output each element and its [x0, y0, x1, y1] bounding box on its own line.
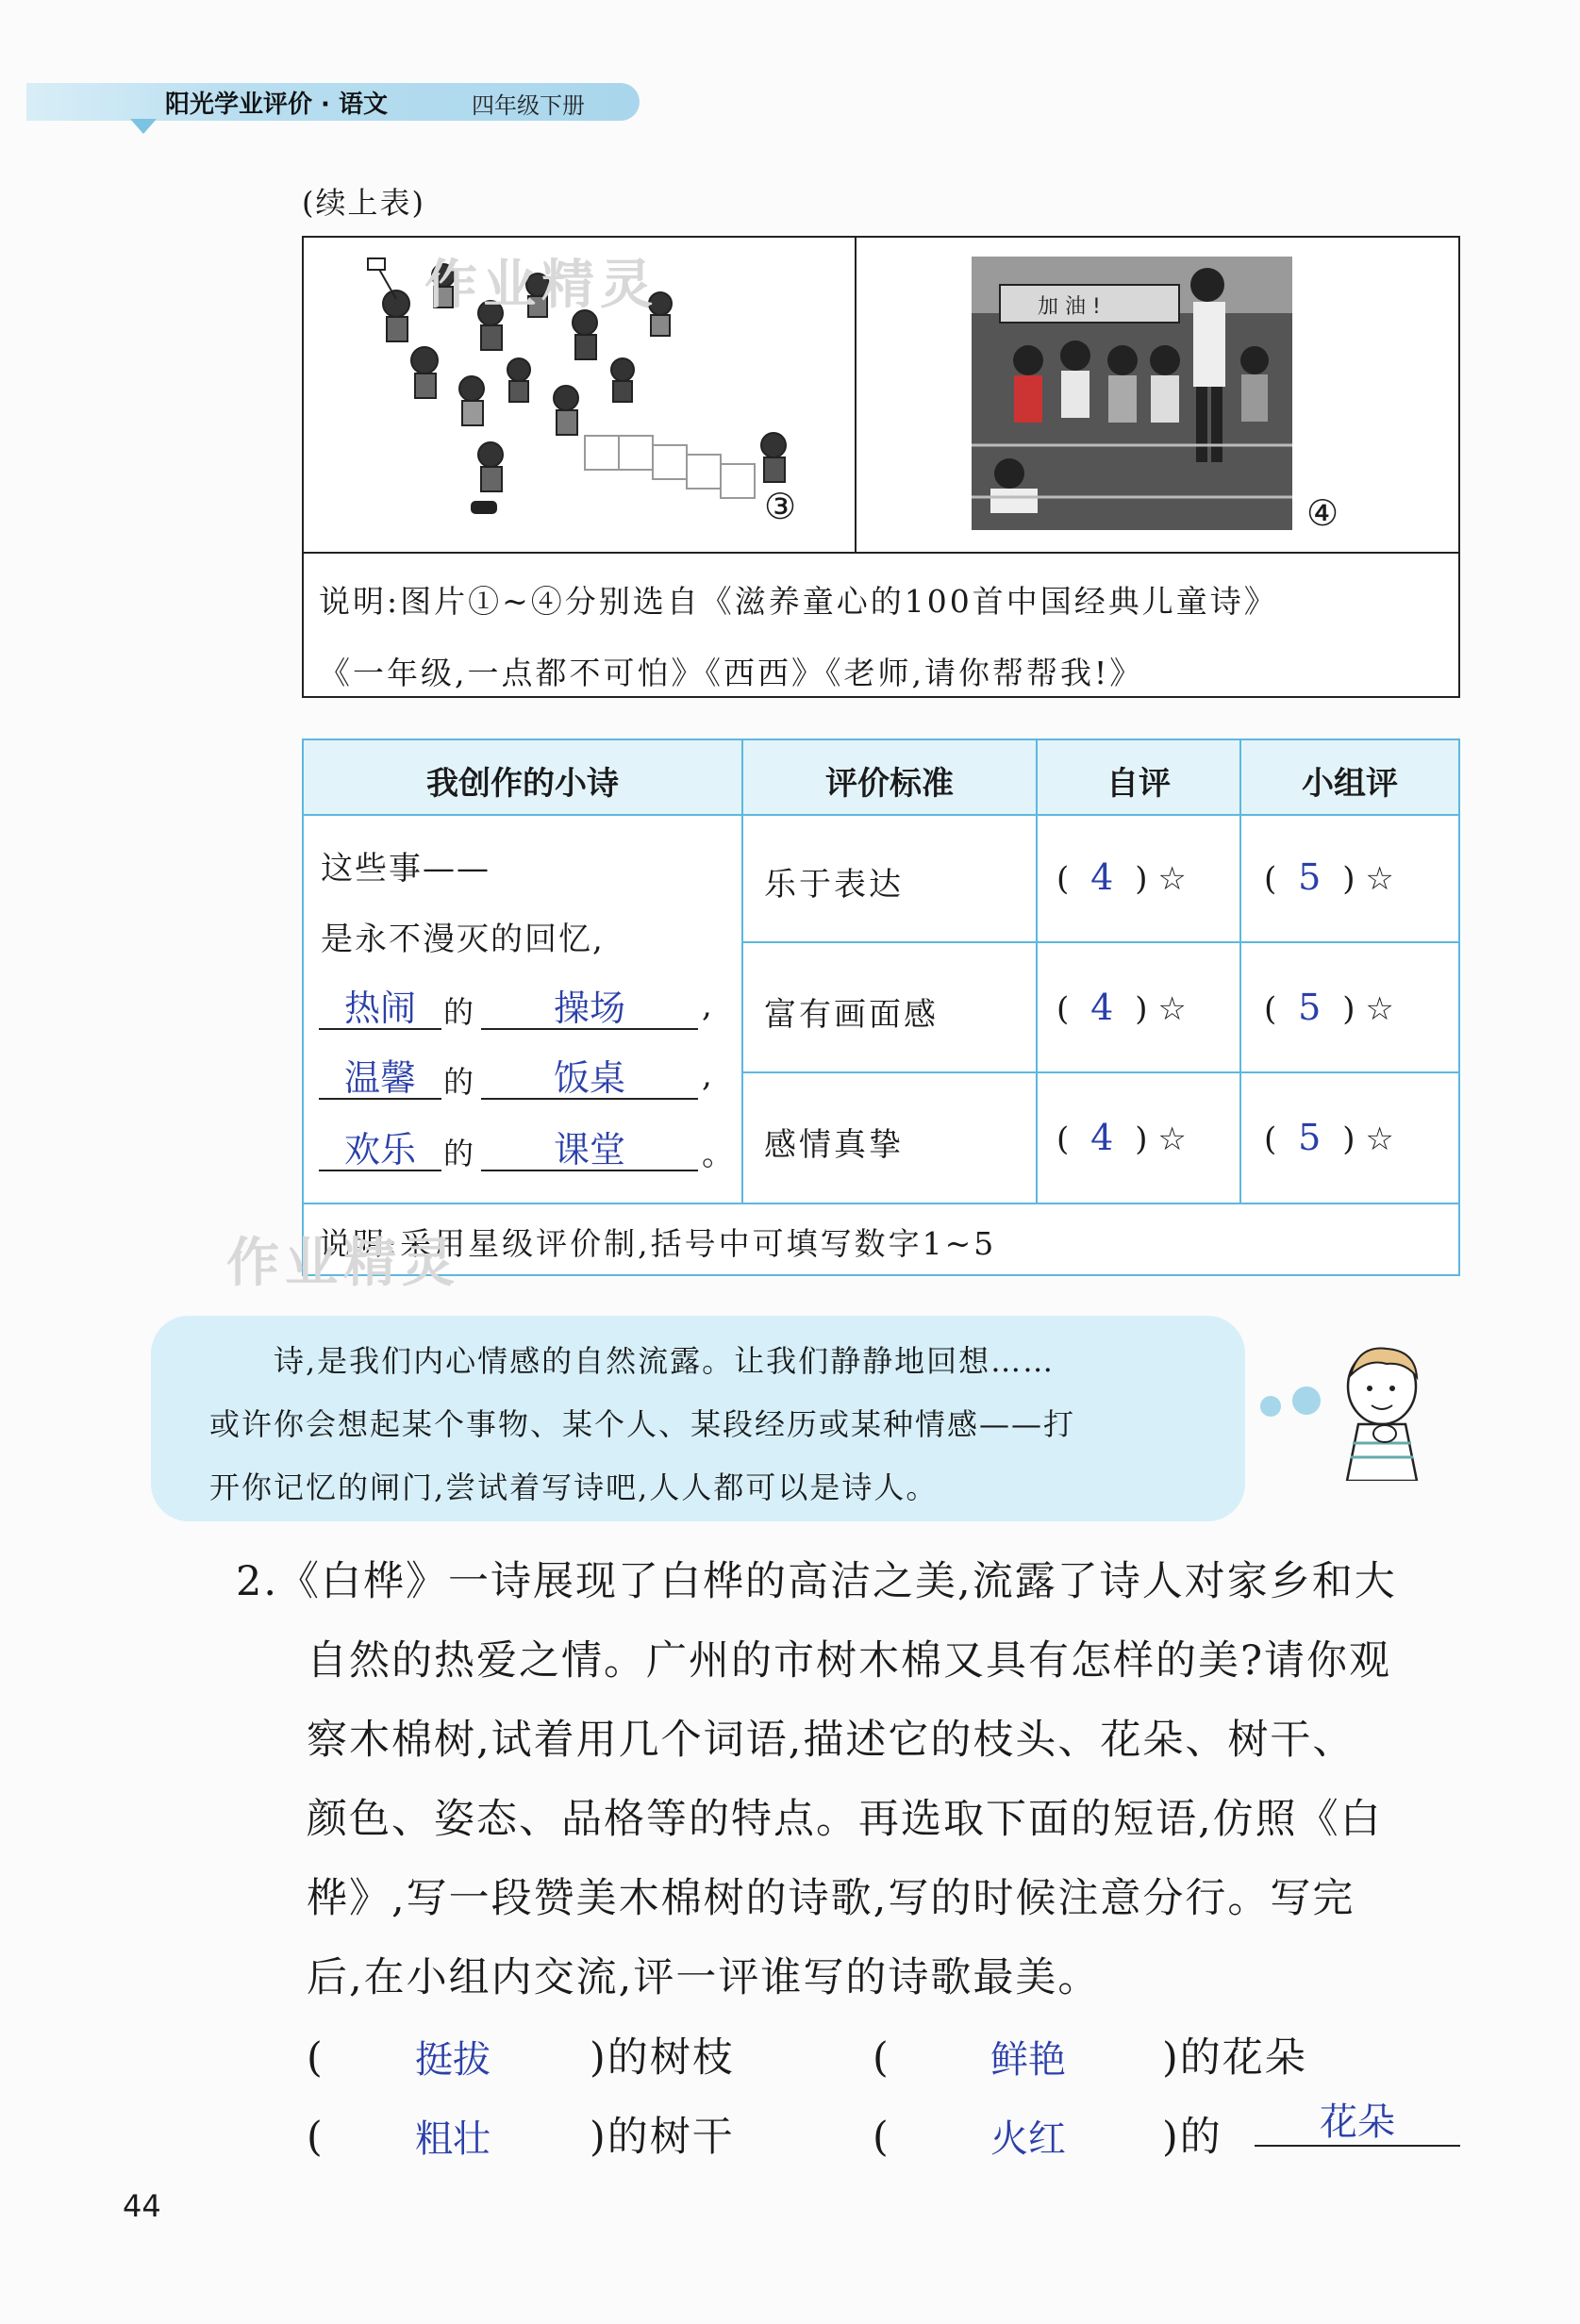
book-title: 阳光学业评价 · 语文 — [165, 91, 388, 119]
page-number: 44 — [123, 2188, 161, 2224]
criterion-label: 富有画面感 — [764, 996, 939, 1034]
header-criteria: 评价标准 — [825, 765, 954, 803]
phrase-open-paren: ( — [873, 2034, 890, 2082]
poem-noun-blank: 课堂 — [481, 1120, 698, 1171]
note-line: 说明:图片①~④分别选自《滋养童心的100首中国经典儿童诗》 — [319, 583, 1278, 620]
poem-adjective-blank: 温馨 — [319, 1049, 441, 1100]
criterion-label: 感情真挚 — [764, 1126, 904, 1164]
bubble-dot — [1260, 1396, 1281, 1417]
bubble-line-3: 开你记忆的闸门,尝试着写诗吧,人人都可以是诗人。 — [209, 1469, 939, 1505]
poem-noun-blank: 饭桌 — [481, 1049, 698, 1100]
question-2-line: 察木棉树,试着用几个词语,描述它的枝头、花朵、树干、 — [307, 1717, 1355, 1764]
poem-de: 的 — [443, 994, 474, 1030]
question-2-line: 自然的热爱之情。广州的市树木棉又具有怎样的美?请你观 — [307, 1637, 1392, 1685]
divider — [741, 1071, 1460, 1073]
poem-de: 的 — [443, 1064, 474, 1100]
picture-number-4: ④ — [1306, 492, 1339, 534]
phrase-open-paren: ( — [873, 2114, 890, 2161]
banner-cheer-text: 加 油 ! — [1038, 295, 1101, 319]
illustration-note — [319, 566, 1451, 709]
group-score: ( 5 ) ☆ — [1264, 1117, 1394, 1158]
header-poem: 我创作的小诗 — [426, 765, 619, 803]
divider — [1036, 739, 1038, 1203]
watermark: 作业精灵 — [424, 255, 658, 316]
phrase-open-paren: ( — [307, 2034, 324, 2082]
question-2-line: 后,在小组内交流,评一评谁写的诗歌最美。 — [307, 1954, 1101, 2001]
group-score: ( 5 ) ☆ — [1264, 987, 1394, 1028]
group-score: ( 5 ) ☆ — [1264, 856, 1394, 898]
note-line: 《一年级,一点都不可怕》《西西》《老师,请你帮帮我!》 — [319, 655, 1144, 691]
phrase-suffix: )的 — [1162, 2114, 1222, 2161]
question-2-line: 颜色、姿态、品格等的特点。再选取下面的短语,仿照《白 — [307, 1796, 1383, 1843]
poem-line-2: 是永不漫灭的回忆, — [321, 921, 605, 958]
divider — [1239, 739, 1241, 1203]
self-score: ( 4 ) ☆ — [1056, 1117, 1187, 1158]
phrase-answer-blank: 花朵 — [1255, 2092, 1460, 2147]
watermark: 作业精灵 — [226, 1233, 460, 1294]
poem-de: 的 — [443, 1136, 474, 1171]
table-note: 说明:采用星级评价制,括号中可填写数字1~5 — [319, 1225, 997, 1262]
divider — [302, 814, 1460, 816]
poem-noun-blank: 操场 — [481, 979, 698, 1030]
grade-label: 四年级下册 — [472, 92, 585, 119]
bubble-line-1: 诗,是我们内心情感的自然流露。让我们静静地回想…… — [274, 1343, 1056, 1379]
divider — [302, 552, 1460, 554]
running-race-illustration — [972, 257, 1292, 530]
divider — [741, 739, 743, 1203]
poem-line-1: 这些事—— — [321, 850, 491, 888]
bubble-line-2: 或许你会想起某个事物、某个人、某段经历或某种情感——打 — [209, 1406, 1076, 1442]
poem-adjective-blank: 欢乐 — [319, 1120, 441, 1171]
bubble-dot — [1292, 1386, 1321, 1415]
self-score: ( 4 ) ☆ — [1056, 856, 1187, 898]
divider — [741, 941, 1460, 943]
phrase-suffix: )的花朵 — [1162, 2034, 1307, 2082]
divider — [855, 236, 857, 552]
phrase-open-paren: ( — [307, 2114, 324, 2161]
poem-punct: , — [702, 1056, 712, 1094]
poem-punct: , — [702, 987, 712, 1024]
divider — [302, 1203, 1460, 1204]
header-self-eval: 自评 — [1106, 765, 1171, 803]
picture-number-3: ③ — [764, 486, 797, 527]
phrase-answer: 挺拔 — [415, 2038, 491, 2082]
criterion-label: 乐于表达 — [764, 866, 904, 904]
phrase-answer: 鲜艳 — [990, 2038, 1066, 2082]
phrase-answer: 粗壮 — [415, 2117, 491, 2161]
self-score: ( 4 ) ☆ — [1056, 987, 1187, 1028]
boy-character-illustration — [1330, 1339, 1434, 1481]
banner-tip — [130, 119, 157, 134]
continuation-label: (续上表) — [302, 185, 425, 221]
phrase-suffix: )的树枝 — [590, 2034, 735, 2082]
header-group-eval: 小组评 — [1302, 765, 1398, 803]
poem-adjective-blank: 热闹 — [319, 979, 441, 1030]
phrase-suffix: )的树干 — [590, 2114, 735, 2161]
poem-punct: 。 — [702, 1136, 734, 1173]
question-2-line: 2.《白桦》一诗展现了白桦的高洁之美,流露了诗人对家乡和大 — [236, 1558, 1397, 1605]
question-2-line: 桦》,写一段赞美木棉树的诗歌,写的时候注意分行。写完 — [307, 1875, 1355, 1922]
phrase-answer: 火红 — [990, 2117, 1066, 2161]
